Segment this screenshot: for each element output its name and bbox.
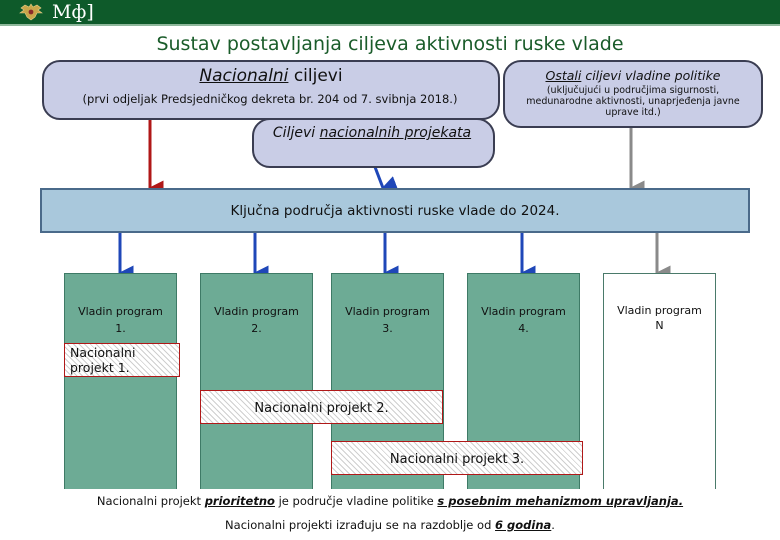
project-goals-title: [272, 124, 472, 142]
program-2-line1: Vladin program: [214, 305, 299, 318]
footnote-1-b: prioritetno: [204, 494, 275, 508]
footnote-2: [64, 518, 716, 532]
other-goals-subtitle: (uključujući u područjima sigurnosti, medunarodne aktivnosti, unaprjeđenja javne uprave itd.): [526, 85, 740, 118]
program-3-line1: Vladin program: [345, 305, 430, 318]
arrow-project-goals: [375, 167, 383, 188]
footnote-1-d: s posebnim mehanizmom upravljanja.: [437, 494, 684, 508]
key-areas-label: Ključna područja aktivnosti ruske vlade do 2024.: [230, 203, 560, 219]
program-1-line1: Vladin program: [78, 305, 163, 318]
footnote-2-a: Nacionalni projekti izrađuju se na razdoblje od: [225, 518, 496, 532]
footnote-2-c: .: [551, 518, 555, 532]
national-goals-title: [42, 66, 500, 86]
program-3-label: [331, 305, 444, 336]
program-4-line2: 4.: [518, 322, 529, 335]
footnote-1: [64, 494, 716, 508]
program-1-label: [64, 305, 177, 336]
national-project-3-label: Nacionalni projekt 3.: [389, 452, 525, 467]
national-project-2-label: Nacionalni projekt 2.: [254, 401, 389, 416]
other-goals-title-underlined: Ostali: [545, 68, 582, 83]
footnote-1-c: je područje vladine politike: [274, 494, 438, 508]
project-goals-title-plain: Ciljevi: [272, 125, 320, 141]
other-goals-title-rest: ciljevi vladine politike: [581, 68, 721, 83]
project-goals-title-underlined: nacionalnih projekata: [319, 125, 472, 141]
program-n-line1: Vladin program: [617, 304, 702, 317]
page-title: Sustav postavljanja ciljeva aktivnosti ruske vlade: [156, 33, 624, 55]
other-goals-title: [503, 68, 763, 83]
national-goals-title-underlined: Nacionalni: [199, 66, 289, 86]
program-2-line2: 2.: [251, 322, 262, 335]
program-4-line1: Vladin program: [481, 305, 566, 318]
program-2-label: [200, 305, 313, 336]
footnote-2-b: 6 godina: [495, 518, 552, 532]
program-4-label: [467, 305, 580, 336]
national-goals-title-rest: ciljevi: [288, 66, 343, 86]
program-n-line2: N: [655, 319, 664, 332]
program-n-label: [603, 304, 716, 333]
program-1-line2: 1.: [115, 322, 126, 335]
national-project-1-label: Nacionalni projekt 1.: [70, 345, 136, 375]
program-3-line2: 3.: [382, 322, 393, 335]
national-goals-subtitle: (prvi odjeljak Predsjedničkog dekreta br. 204 od 7. svibnja 2018.): [82, 92, 458, 106]
footnote-1-a: Nacionalni projekt: [96, 494, 205, 508]
brand-logo-text: Мф]: [52, 1, 94, 23]
